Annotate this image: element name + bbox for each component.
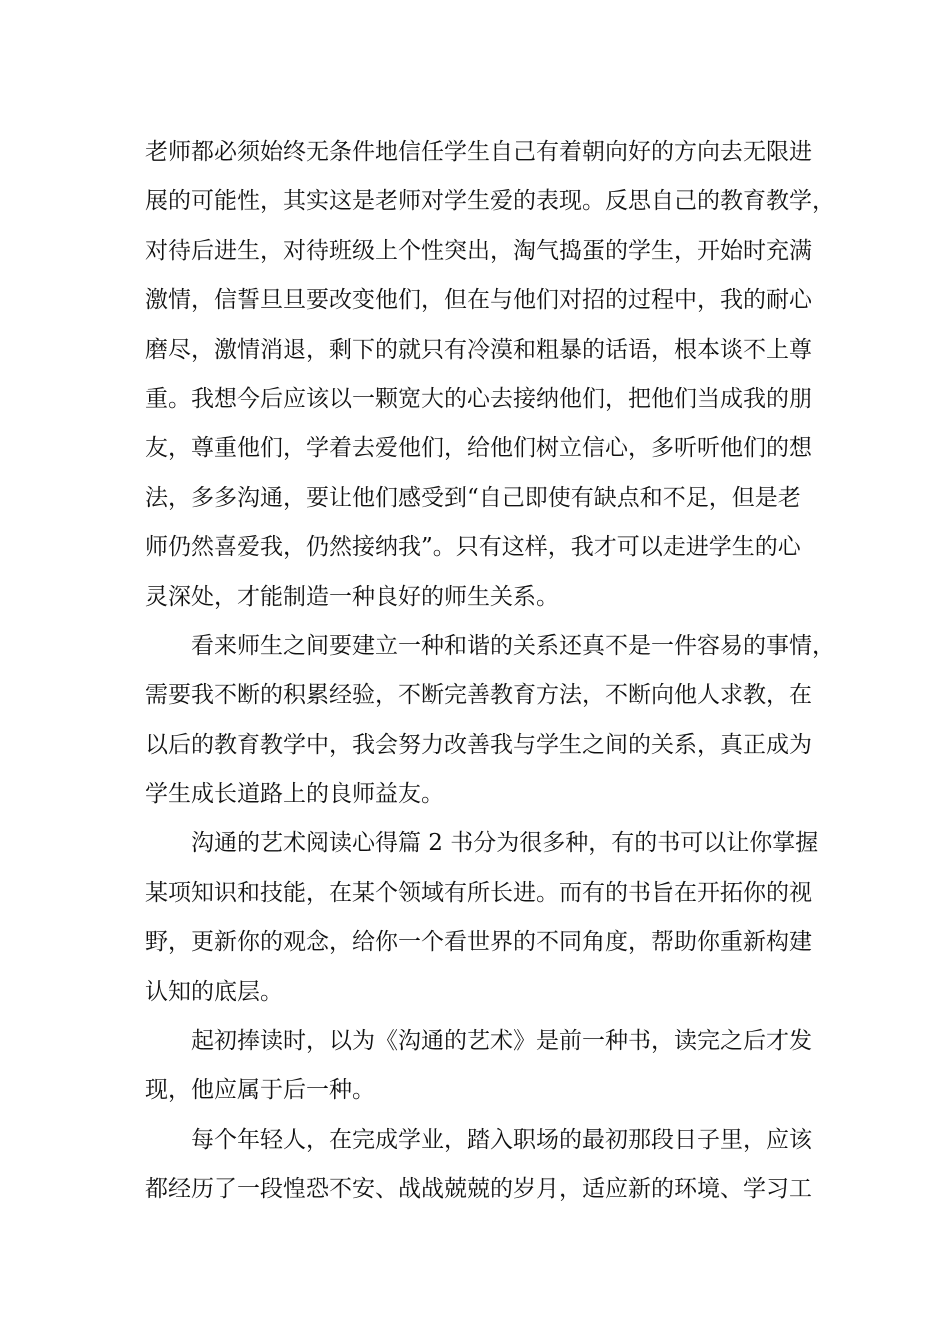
text-line: 某项知识和技能，在某个领域有所长进。而有的书旨在开拓你的视	[145, 879, 812, 906]
text-line: 老师都必须始终无条件地信任学生自己有着朝向好的方向去无限进	[145, 139, 812, 165]
text-line: 都经历了一段惶恐不安、战战兢兢的岁月，适应新的环境、学习工	[145, 1176, 812, 1203]
text-line: 师仍然喜爱我，仍然接纳我”。只有这样，我才可以走进学生的心	[145, 534, 801, 561]
body-text	[145, 128, 835, 1215]
text-line: 展的可能性，其实这是老师对学生爱的表现。反思自己的教育教学，	[145, 188, 835, 215]
text-line: 激情，信誓旦旦要改变他们，但在与他们对招的过程中，我的耐心	[145, 287, 812, 314]
text-line: 现，他应属于后一种。	[145, 1077, 375, 1104]
paragraph-start-line: 看来师生之间要建立一种和谐的关系还真不是一件容易的事情，	[191, 632, 835, 659]
text-line: 重。我想今后应该以一颗宽大的心去接纳他们，把他们当成我的朋	[145, 385, 812, 412]
paragraph-start-line: 沟通的艺术阅读心得篇 2 书分为很多种，有的书可以让你掌握	[191, 830, 819, 857]
text-line: 灵深处，才能制造一种良好的师生关系。	[145, 583, 559, 610]
text-line: 野，更新你的观念，给你一个看世界的不同角度，帮助你重新构建	[145, 929, 812, 956]
text-line: 需要我不断的积累经验，不断完善教育方法，不断向他人求教，在	[145, 682, 812, 709]
text-line: 对待后进生，对待班级上个性突出，淘气捣蛋的学生，开始时充满	[145, 237, 812, 264]
paragraph-start-line: 每个年轻人，在完成学业，踏入职场的最初那段日子里，应该	[191, 1126, 812, 1153]
text-line: 友，尊重他们，学着去爱他们，给他们树立信心，多听听他们的想	[145, 435, 812, 462]
text-line: 法，多多沟通，要让他们感受到“自己即使有缺点和不足，但是老	[145, 484, 801, 511]
text-line: 认知的底层。	[145, 978, 283, 1005]
text-line: 以后的教育教学中，我会努力改善我与学生之间的关系，真正成为	[145, 731, 812, 758]
text-line: 学生成长道路上的良师益友。	[145, 781, 444, 808]
text-line: 磨尽，激情消退，剩下的就只有冷漠和粗暴的话语，根本谈不上尊	[145, 336, 812, 363]
paragraph-start-line: 起初捧读时，以为《沟通的艺术》是前一种书，读完之后才发	[191, 1028, 812, 1055]
